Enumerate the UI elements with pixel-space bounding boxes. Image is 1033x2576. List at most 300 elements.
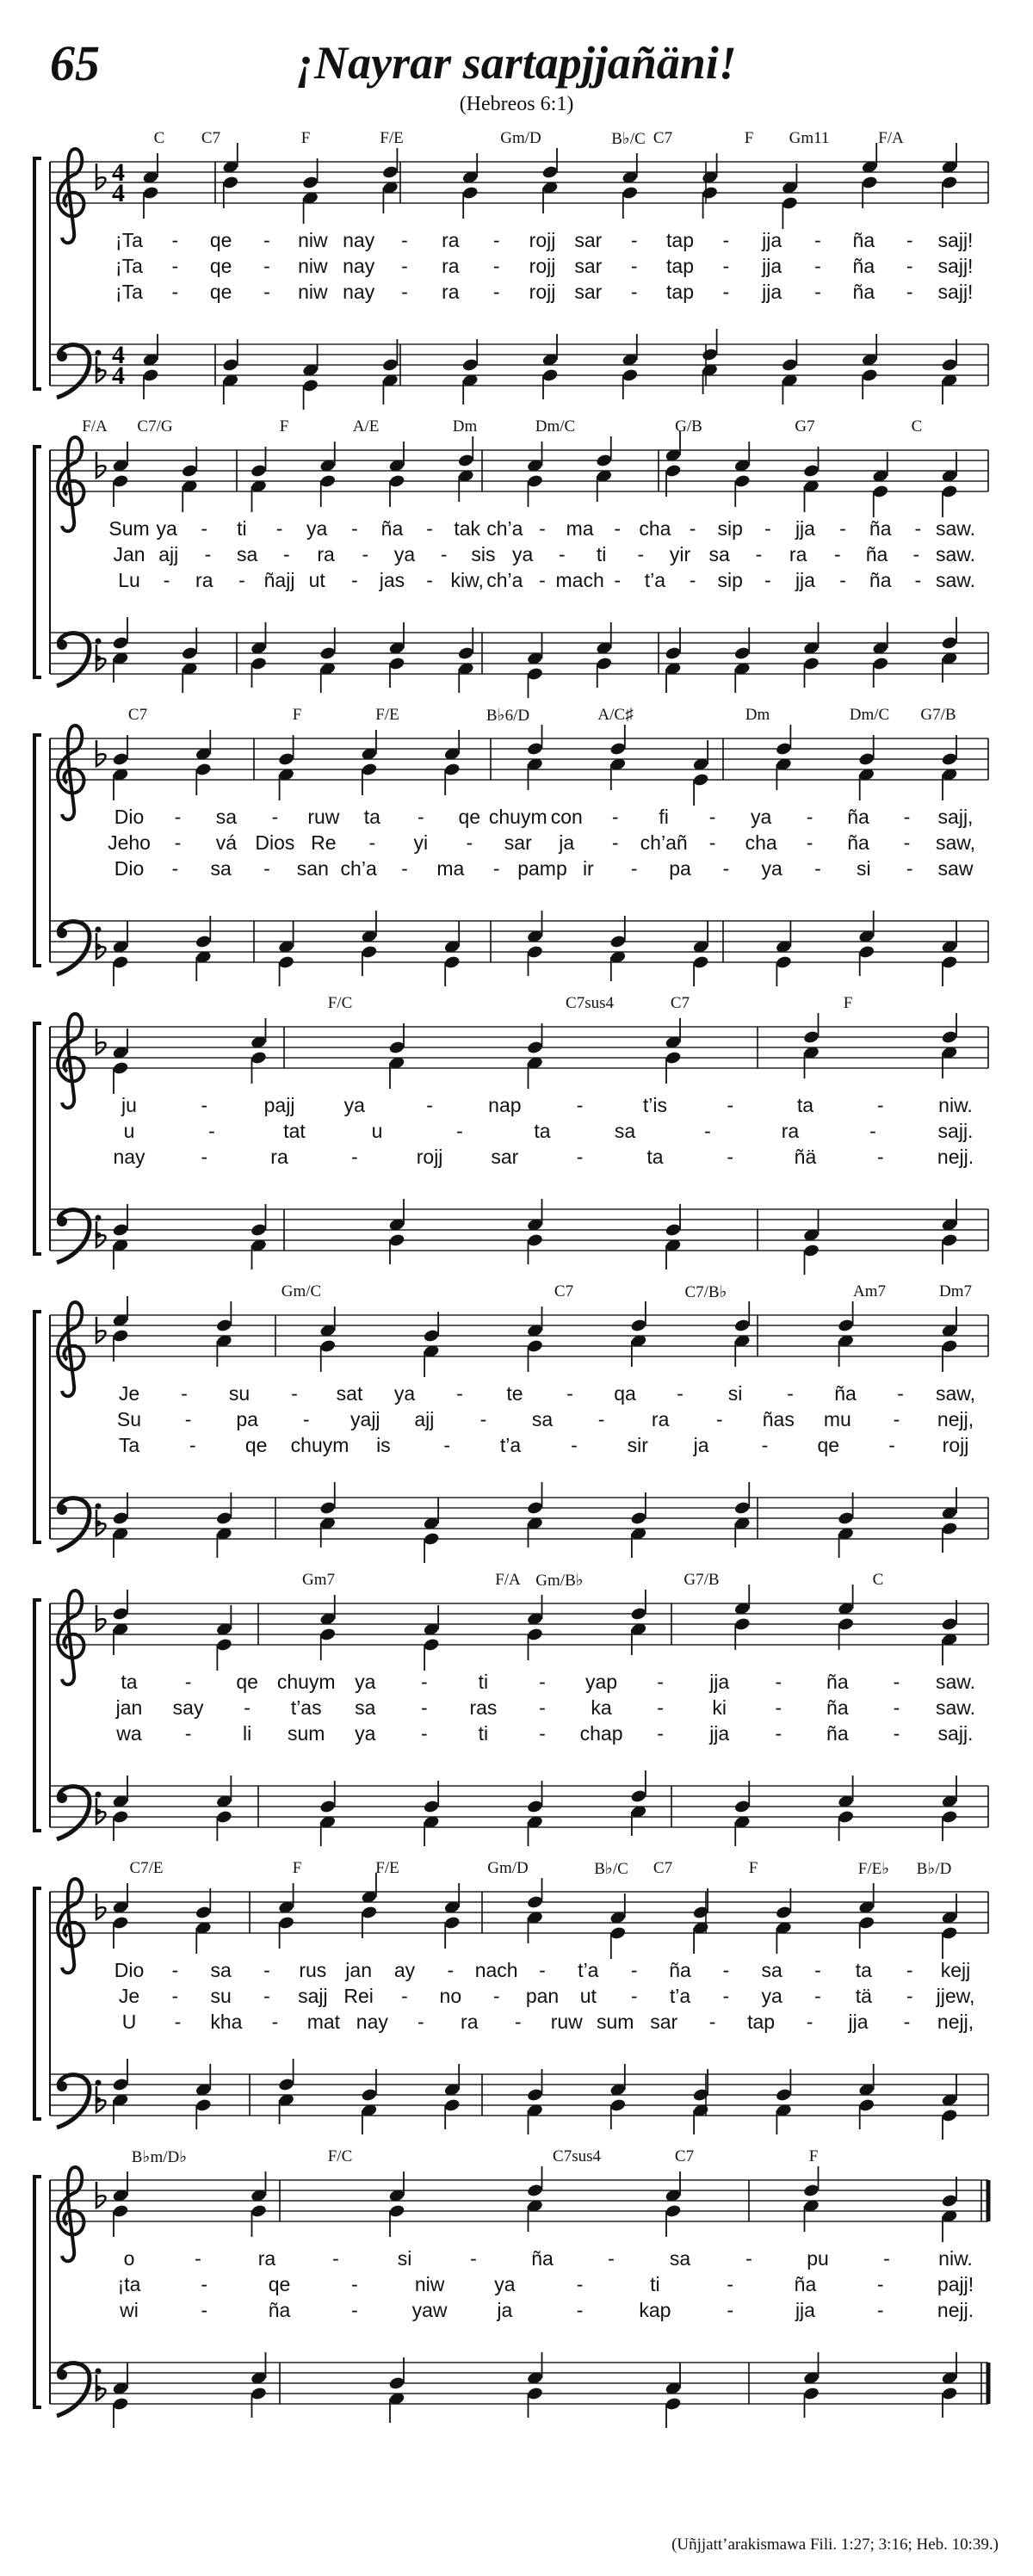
lyric-hyphen: - (195, 2247, 201, 2270)
lyric-syllable: is (376, 1434, 391, 1456)
chord-symbol: Dm7 (939, 1282, 972, 1300)
lyric-hyphen: - (539, 569, 546, 591)
lyric-hyphen: - (350, 569, 358, 591)
lyric-hyphen: - (814, 857, 821, 880)
lyric-hyphen: - (876, 1094, 884, 1116)
lyric-syllable: yi (413, 831, 429, 854)
lyric-syllable: t’a (578, 1959, 599, 1981)
chord-symbol: Gm/D (487, 1859, 529, 1877)
chord-symbol: C7 (674, 2147, 695, 2165)
chord-symbol: C7/B♭ (684, 1283, 727, 1301)
lyric-syllable: tä (855, 1985, 872, 2007)
lyric-hyphen: - (350, 1146, 358, 1168)
lyric-hyphen: - (677, 1382, 684, 1405)
lyric-syllable: mach (555, 569, 604, 591)
lyric-syllable: sir (627, 1434, 648, 1456)
lyric-syllable: saw. (935, 569, 976, 591)
lyric-hyphen: - (893, 1671, 900, 1693)
lyric-hyphen: - (806, 2011, 813, 2033)
lyric-syllable: qe (458, 806, 481, 828)
lyric-syllable: Re (311, 831, 337, 854)
lyric-hyphen: - (708, 2011, 716, 2033)
lyric-hyphen: - (539, 1959, 546, 1981)
lyric-syllable: mat (306, 2011, 341, 2033)
lyric-hyphen: - (417, 806, 424, 828)
lyric-hyphen: - (657, 1671, 664, 1693)
lyric-syllable: ña (531, 2247, 554, 2270)
lyric-syllable: jja (762, 255, 782, 277)
chord-symbol: C7sus4 (566, 994, 614, 1012)
chord-symbol: A/E (352, 417, 380, 436)
score-system (0, 1859, 1033, 2143)
lyric-hyphen: - (539, 1722, 546, 1745)
lyric-hyphen: - (271, 2011, 279, 2033)
lyric-syllable: ti (650, 2273, 660, 2295)
lyric-syllable: ya (494, 2273, 516, 2295)
lyric-hyphen: - (764, 517, 771, 540)
score-system (0, 1282, 1033, 1566)
lyric-hyphen: - (576, 2273, 584, 2295)
lyric-hyphen: - (171, 255, 179, 277)
lyric-hyphen: - (421, 1671, 428, 1693)
lyric-syllable: nay (343, 255, 375, 277)
lyric-hyphen: - (201, 517, 208, 540)
lyric-hyphen: - (608, 2247, 615, 2270)
lyric-hyphen: - (806, 831, 813, 854)
lyric-hyphen: - (332, 2247, 339, 2270)
lyric-hyphen: - (614, 517, 622, 540)
lyric-hyphen: - (814, 229, 821, 251)
lyric-syllable: ña (865, 543, 888, 565)
lyric-syllable: ja (693, 1434, 709, 1456)
chord-symbol: Gm/D (500, 129, 541, 147)
lyric-syllable: ra (442, 281, 460, 303)
lyric-syllable: ña (847, 806, 869, 828)
lyric-syllable: ña (852, 281, 875, 303)
lyric-syllable: sa (614, 1120, 636, 1142)
lyric-hyphen: - (466, 831, 473, 854)
lyric-syllable: ki (712, 1696, 727, 1719)
lyric-syllable: jja (709, 1671, 730, 1693)
lyric-hyphen: - (447, 1959, 455, 1981)
chord-symbol: C7 (653, 1859, 673, 1877)
lyric-hyphen: - (839, 569, 846, 591)
lyric-syllable: fi (659, 806, 669, 828)
lyric-syllable: ra (442, 255, 460, 277)
lyric-syllable: u (371, 1120, 383, 1142)
lyric-syllable: jja (795, 569, 815, 591)
chord-symbol: A/C♯ (597, 706, 634, 724)
lyric-hyphen: - (492, 255, 500, 277)
lyric-syllable: wa (116, 1722, 142, 1745)
lyric-syllable: sis (471, 543, 496, 565)
lyric-syllable: sa (531, 1408, 554, 1430)
lyric-syllable: ¡Ta (115, 281, 143, 303)
lyric-syllable: sa (210, 1959, 232, 1981)
chord-symbol: C7sus4 (553, 2147, 601, 2165)
lyric-hyphen: - (275, 517, 283, 540)
hymn-title: ¡Nayrar sartapjjañäni! (296, 37, 737, 89)
lyric-hyphen: - (368, 831, 376, 854)
lyric-syllable: sum (287, 1722, 325, 1745)
lyric-hyphen: - (283, 543, 290, 565)
lyric-syllable: nejj. (937, 1146, 974, 1168)
lyric-hyphen: - (174, 806, 182, 828)
chord-symbol: B♭/C (594, 1860, 628, 1878)
lyric-hyphen: - (906, 857, 913, 880)
lyric-hyphen: - (906, 255, 913, 277)
lyric-syllable: chuym (488, 806, 547, 828)
lyric-syllable: ka (591, 1696, 612, 1719)
lyric-hyphen: - (903, 806, 911, 828)
lyric-hyphen: - (189, 1434, 196, 1456)
lyric-hyphen: - (722, 1985, 730, 2007)
lyric-syllable: saw. (935, 543, 976, 565)
lyric-syllable: ta (121, 1671, 138, 1693)
lyric-syllable: sar (574, 255, 603, 277)
lyric-hyphen: - (576, 1146, 584, 1168)
lyric-syllable: ña (834, 1382, 857, 1405)
lyric-syllable: ta (646, 1146, 664, 1168)
lyric-syllable: tap (666, 229, 694, 251)
lyric-syllable: sajj. (937, 1120, 974, 1142)
lyric-hyphen: - (630, 857, 638, 880)
lyric-syllable: niw (414, 2273, 445, 2295)
lyric-syllable: nejj, (937, 2011, 974, 2033)
chord-symbol: C (153, 129, 165, 147)
lyric-syllable: qe (268, 2273, 291, 2295)
lyric-syllable: t’a (499, 1434, 522, 1456)
lyric-syllable: ma (566, 517, 594, 540)
lyric-syllable: ch’a (486, 569, 523, 591)
chord-symbol: G7/B (684, 1571, 720, 1589)
lyric-syllable: sum (596, 2011, 634, 2033)
lyric-hyphen: - (903, 831, 911, 854)
lyric-syllable: jja (848, 2011, 869, 2033)
lyric-hyphen: - (708, 806, 716, 828)
lyric-syllable: o (123, 2247, 135, 2270)
lyric-hyphen: - (204, 543, 212, 565)
lyric-hyphen: - (876, 2299, 884, 2321)
lyric-syllable: U (121, 2011, 137, 2033)
lyric-hyphen: - (470, 2247, 477, 2270)
lyric-syllable: sat (336, 1382, 363, 1405)
lyric-hyphen: - (722, 1959, 730, 1981)
lyric-syllable: li (243, 1722, 252, 1745)
lyric-syllable: sajj! (937, 229, 974, 251)
lyric-syllable: ra (195, 569, 213, 591)
lyric-hyphen: - (839, 517, 846, 540)
lyric-syllable: sajj! (937, 255, 974, 277)
chord-symbol: G/B (675, 417, 702, 436)
score-system (0, 417, 1033, 701)
lyric-syllable: ut (308, 569, 325, 591)
lyric-hyphen: - (492, 1985, 500, 2007)
lyric-hyphen: - (689, 569, 696, 591)
lyric-syllable: cha (639, 517, 671, 540)
lyric-syllable: ch’a (340, 857, 377, 880)
lyric-hyphen: - (876, 2273, 884, 2295)
lyric-hyphen: - (657, 1696, 664, 1719)
lyric-hyphen: - (715, 1408, 723, 1430)
lyric-hyphen: - (171, 281, 179, 303)
chord-symbol: F (843, 994, 853, 1012)
chord-symbol: F (808, 2147, 819, 2165)
lyric-syllable: pamp (517, 857, 567, 880)
chord-symbol: Dm (452, 417, 478, 436)
lyric-syllable: sajj (298, 1985, 328, 2007)
lyric-hyphen: - (597, 1408, 605, 1430)
lyric-hyphen: - (727, 1146, 734, 1168)
lyric-syllable: qe (209, 229, 232, 251)
lyric-syllable: qe (209, 281, 232, 303)
lyric-hyphen: - (201, 1094, 208, 1116)
lyric-hyphen: - (184, 1671, 192, 1693)
chord-symbol: C7/E (129, 1859, 164, 1877)
lyric-syllable: ajj (414, 1408, 435, 1430)
lyric-syllable: ña (268, 2299, 291, 2321)
lyric-syllable: ra (257, 2247, 276, 2270)
lyric-hyphen: - (775, 1696, 782, 1719)
lyric-syllable: sa (215, 806, 238, 828)
lyric-hyphen: - (722, 229, 730, 251)
lyric-hyphen: - (421, 1696, 428, 1719)
chord-symbol: C7 (127, 706, 148, 724)
lyric-hyphen: - (401, 281, 408, 303)
lyric-syllable: ra (317, 543, 335, 565)
lyric-syllable: ña (794, 2273, 817, 2295)
lyric-syllable: qe (817, 1434, 840, 1456)
lyric-syllable: ta (363, 806, 380, 828)
lyric-syllable: ¡Ta (115, 255, 143, 277)
lyric-syllable: ya (511, 543, 534, 565)
lyric-syllable: ra (461, 2011, 479, 2033)
lyric-hyphen: - (883, 2247, 890, 2270)
lyric-hyphen: - (171, 229, 179, 251)
lyric-syllable: tak (454, 517, 481, 540)
lyric-syllable: Sum (108, 517, 150, 540)
lyric-syllable: ch’a (486, 517, 523, 540)
staff-notation (0, 1859, 1033, 2143)
chord-symbol: F (292, 1859, 302, 1877)
lyric-syllable: kejj (940, 1959, 971, 1981)
lyric-hyphen: - (201, 1146, 208, 1168)
lyric-syllable: pu (807, 2247, 829, 2270)
chord-symbol: Gm7 (302, 1571, 335, 1589)
lyric-syllable: ña (852, 229, 875, 251)
lyric-syllable: si (857, 857, 871, 880)
lyric-syllable: vá (215, 831, 238, 854)
lyric-hyphen: - (689, 517, 696, 540)
lyric-syllable: qe (236, 1671, 258, 1693)
lyric-hyphen: - (426, 1094, 433, 1116)
lyric-hyphen: - (903, 2011, 911, 2033)
lyric-hyphen: - (171, 1959, 179, 1981)
chord-symbol: C7 (670, 994, 690, 1012)
lyric-hyphen: - (171, 1985, 179, 2007)
chord-symbol: C7/G (137, 417, 173, 436)
lyric-hyphen: - (492, 857, 500, 880)
lyric-syllable: ña (669, 1959, 691, 1981)
lyric-hyphen: - (201, 2299, 208, 2321)
chord-symbol: C7 (653, 129, 673, 147)
chord-symbol: F/E (375, 706, 399, 724)
lyric-syllable: ¡Ta (115, 229, 143, 251)
lyric-syllable: ña (869, 569, 892, 591)
lyric-hyphen: - (443, 1434, 451, 1456)
lyric-syllable: jja (762, 281, 782, 303)
lyric-syllable: su (210, 1985, 232, 2007)
lyric-hyphen: - (576, 2299, 584, 2321)
lyric-hyphen: - (184, 1722, 192, 1745)
lyric-hyphen: - (263, 281, 270, 303)
lyric-syllable: saw. (935, 517, 976, 540)
lyric-hyphen: - (775, 1671, 782, 1693)
lyric-hyphen: - (630, 229, 638, 251)
lyric-syllable: yajj (350, 1408, 380, 1430)
lyric-hyphen: - (401, 229, 408, 251)
score-system (0, 994, 1033, 1278)
lyric-hyphen: - (263, 1985, 270, 2007)
lyric-hyphen: - (208, 1120, 215, 1142)
lyric-syllable: sar (574, 281, 603, 303)
lyric-hyphen: - (727, 1094, 734, 1116)
lyric-syllable: rojj (416, 1146, 443, 1168)
lyric-syllable: chuym (290, 1434, 349, 1456)
lyric-syllable: Dio (114, 1959, 145, 1981)
chord-symbol: F (748, 1859, 758, 1877)
lyric-syllable: san (296, 857, 329, 880)
lyric-hyphen: - (456, 1382, 463, 1405)
chord-symbol: F/E (380, 129, 404, 147)
lyric-syllable: sa (708, 543, 730, 565)
lyric-hyphen: - (350, 2273, 358, 2295)
lyric-syllable: sar (650, 2011, 678, 2033)
lyric-hyphen: - (704, 1120, 711, 1142)
lyric-hyphen: - (401, 255, 408, 277)
lyric-syllable: sa (761, 1959, 782, 1981)
chord-symbol: F/C (327, 2147, 353, 2165)
lyric-hyphen: - (893, 1408, 900, 1430)
lyric-hyphen: - (171, 857, 179, 880)
lyric-hyphen: - (834, 543, 841, 565)
lyric-syllable: niw (298, 229, 328, 251)
lyric-syllable: si (727, 1382, 743, 1405)
lyric-syllable: sip (717, 517, 743, 540)
score-system (0, 129, 1033, 413)
lyric-syllable: jan (345, 1959, 373, 1981)
lyric-hyphen: - (350, 2299, 358, 2321)
lyric-syllable: ta (796, 1094, 814, 1116)
chord-symbol: B♭6/D (486, 707, 530, 725)
lyric-syllable: nejj, (937, 1408, 974, 1430)
lyric-syllable: sa (210, 857, 232, 880)
lyric-syllable: ra (270, 1146, 288, 1168)
chord-symbol: B♭/D (916, 1860, 952, 1878)
lyric-syllable: ña (826, 1722, 849, 1745)
lyric-hyphen: - (876, 1146, 884, 1168)
lyric-syllable: rus (299, 1959, 327, 1981)
chord-symbol: C (911, 417, 923, 436)
lyric-syllable: jja (762, 229, 782, 251)
score-system (0, 706, 1033, 990)
lyric-syllable: ña (847, 831, 869, 854)
chord-symbol: G7 (795, 417, 815, 436)
lyric-hyphen: - (244, 1696, 251, 1719)
lyric-syllable: wi (120, 2299, 139, 2321)
lyric-syllable: saw (937, 857, 974, 880)
lyric-syllable: no (439, 1985, 462, 2007)
lyric-syllable: Dios (255, 831, 295, 854)
chord-symbol: F/A (495, 1571, 521, 1589)
lyric-syllable: ch’añ (640, 831, 688, 854)
lyric-syllable: ta (534, 1120, 551, 1142)
lyric-hyphen: - (708, 831, 716, 854)
lyric-syllable: ra (651, 1408, 670, 1430)
chord-symbol: Dm (745, 706, 770, 724)
scripture-reference: (Hebreos 6:1) (459, 93, 574, 115)
lyric-syllable: ir (582, 857, 594, 880)
lyric-syllable: ut (579, 1985, 597, 2007)
chord-symbol: F/C (327, 994, 353, 1012)
lyric-syllable: Rei (343, 1985, 374, 2007)
lyric-hyphen: - (571, 1434, 578, 1456)
lyric-hyphen: - (906, 281, 913, 303)
lyric-hyphen: - (806, 806, 813, 828)
lyric-hyphen: - (492, 229, 500, 251)
lyric-syllable: ti (478, 1722, 489, 1745)
chord-symbol: Gm/C (281, 1282, 322, 1300)
lyric-syllable: pan (525, 1985, 560, 2007)
lyric-hyphen: - (184, 1408, 192, 1430)
lyric-syllable: ti (237, 517, 247, 540)
lyric-syllable: ña (380, 517, 404, 540)
lyric-syllable: t’is (642, 1094, 667, 1116)
lyric-syllable: yap (585, 1671, 618, 1693)
lyric-hyphen: - (492, 281, 500, 303)
lyric-hyphen: - (514, 2011, 522, 2033)
lyric-syllable: ña (852, 255, 875, 277)
staff-notation (0, 994, 1033, 1278)
lyric-hyphen: - (479, 1408, 487, 1430)
lyric-hyphen: - (814, 255, 821, 277)
lyric-syllable: sajj! (937, 281, 974, 303)
chord-symbol: F (292, 706, 302, 724)
lyric-syllable: t’a (644, 569, 666, 591)
chord-symbol: G7/B (920, 706, 956, 724)
lyric-syllable: sar (491, 1146, 519, 1168)
lyric-hyphen: - (421, 1722, 428, 1745)
lyric-hyphen: - (657, 1722, 664, 1745)
lyric-hyphen: - (401, 857, 408, 880)
lyric-hyphen: - (906, 229, 913, 251)
lyric-hyphen: - (897, 1382, 904, 1405)
lyric-syllable: si (397, 2247, 412, 2270)
lyric-syllable: cha (745, 831, 777, 854)
lyric-syllable: nejj. (937, 2299, 974, 2321)
lyric-syllable: mu (823, 1408, 851, 1430)
lyric-syllable: sar (574, 229, 603, 251)
lyric-syllable: ra (442, 229, 460, 251)
lyric-syllable: ya (355, 1671, 376, 1693)
staff-notation (0, 129, 1033, 413)
lyric-syllable: kha (210, 2011, 243, 2033)
lyric-syllable: ya (761, 857, 782, 880)
lyric-syllable: qa (614, 1382, 636, 1405)
lyric-hyphen: - (814, 1985, 821, 2007)
lyric-syllable: ñajj (263, 569, 295, 591)
chord-symbol: Am7 (853, 1282, 886, 1300)
